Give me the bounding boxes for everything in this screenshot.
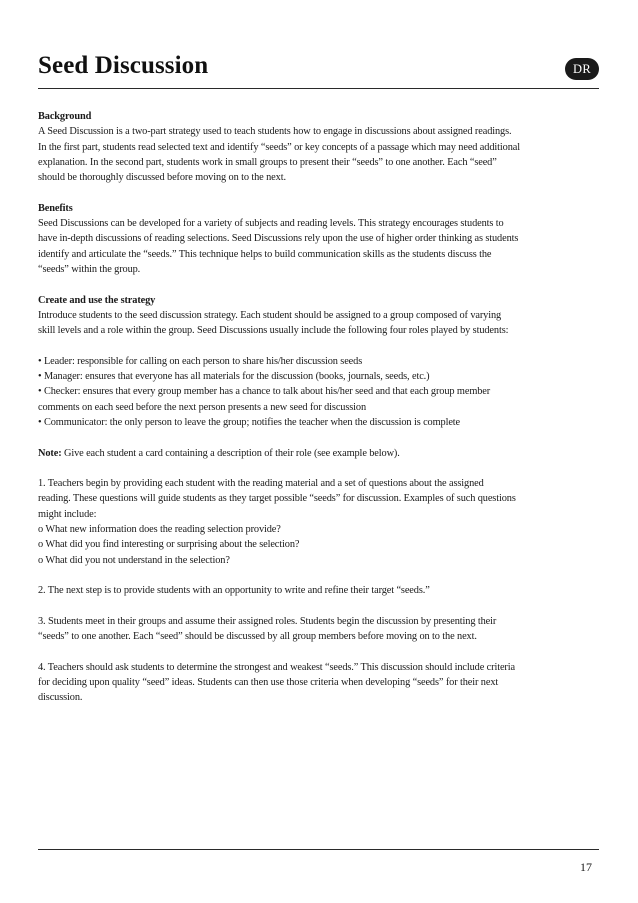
step-3 — [38, 614, 600, 645]
step-line: might include: — [38, 508, 97, 520]
role-item-manager: • Manager: ensures that everyone has all materials for the discussion (books, journals, seeds, etc.) — [38, 371, 430, 383]
background-line: should be thoroughly discussed before moving on to the next. — [38, 172, 286, 184]
role-item-leader: • Leader: responsible for calling on each person to share his/her discussion seeds — [38, 355, 363, 367]
note-label: Note: — [38, 447, 62, 459]
step-line: 4. Teachers should ask students to determine the strongest and weakest “seeds.” This discussion should include criteria — [38, 661, 515, 673]
step-line: 1. Teachers begin by providing each student with the reading material and a set of questions about the assigned — [38, 478, 484, 490]
step-line: “seeds” to one another. Each “seed” should be discussed by all group members before moving on to the next. — [38, 631, 477, 643]
page-title: Seed Discussion — [38, 52, 209, 79]
step-line: for deciding upon quality “seed” ideas. Students can then use those criteria when developing “seeds” for their next — [38, 676, 499, 688]
question-item: o What did you find interesting or surprising about the selection? — [38, 539, 300, 551]
background-line: A Seed Discussion is a two-part strategy used to teach students how to engage in discussions about assigned readings. — [38, 126, 512, 138]
background-section — [38, 109, 600, 185]
step-2 — [38, 583, 600, 598]
background-line: explanation. In the second part, students work in small groups to present their “seeds” to one another. Each “seed” — [38, 156, 497, 168]
role-item-checker: • Checker: ensures that every group member has a chance to talk about his/her seed and that each group member — [38, 386, 491, 398]
document-body — [38, 109, 600, 706]
roles-list — [38, 354, 600, 430]
note-line — [38, 446, 600, 461]
create-line: skill levels and a role within the group. Seed Discussions usually include the following four roles played by students: — [38, 325, 509, 337]
page-number: 17 — [580, 860, 592, 874]
footer-divider — [38, 849, 599, 850]
step-line: reading. These questions will guide students as they target possible “seeds” for discussion. Examples of such questions — [38, 493, 516, 505]
benefits-line: identify and articulate the “seeds.” This technique helps to build communication skills as the students discuss the — [38, 248, 492, 260]
benefits-line: have in-depth discussions of reading selections. Seed Discussions rely upon the use of higher order thinking as students — [38, 233, 519, 245]
benefits-line: Seed Discussions can be developed for a variety of subjects and reading levels. This strategy encourages students to — [38, 218, 504, 230]
note-text: Give each student a card containing a description of their role (see example below). — [61, 447, 400, 459]
create-heading: Create and use the strategy — [38, 294, 156, 306]
benefits-heading: Benefits — [38, 202, 73, 214]
question-item: o What did you not understand in the selection? — [38, 554, 230, 566]
header-divider — [38, 88, 599, 89]
benefits-section — [38, 201, 600, 277]
step-1 — [38, 476, 600, 568]
role-item-checker-continued: comments on each seed before the next person presents a new seed for discussion — [38, 401, 367, 413]
section-badge: DR — [565, 58, 599, 80]
create-line: Introduce students to the seed discussion strategy. Each student should be assigned to a group composed of varying — [38, 309, 502, 321]
step-line: discussion. — [38, 692, 83, 704]
step-line: 2. The next step is to provide students with an opportunity to write and refine their target “seeds.” — [38, 585, 430, 597]
role-item-communicator: • Communicator: the only person to leave the group; notifies the teacher when the discussion is complete — [38, 416, 461, 428]
background-heading: Background — [38, 111, 92, 122]
background-line: In the first part, students read selected text and identify “seeds” or key concepts of a passage which may need additional — [38, 141, 520, 153]
step-line: 3. Students meet in their groups and assume their assigned roles. Students begin the discussion by presenting their — [38, 615, 497, 627]
step-4 — [38, 660, 600, 706]
create-section — [38, 293, 600, 339]
note-paragraph — [38, 446, 600, 461]
benefits-line: “seeds” within the group. — [38, 263, 141, 275]
question-item: o What new information does the reading selection provide? — [38, 524, 281, 536]
